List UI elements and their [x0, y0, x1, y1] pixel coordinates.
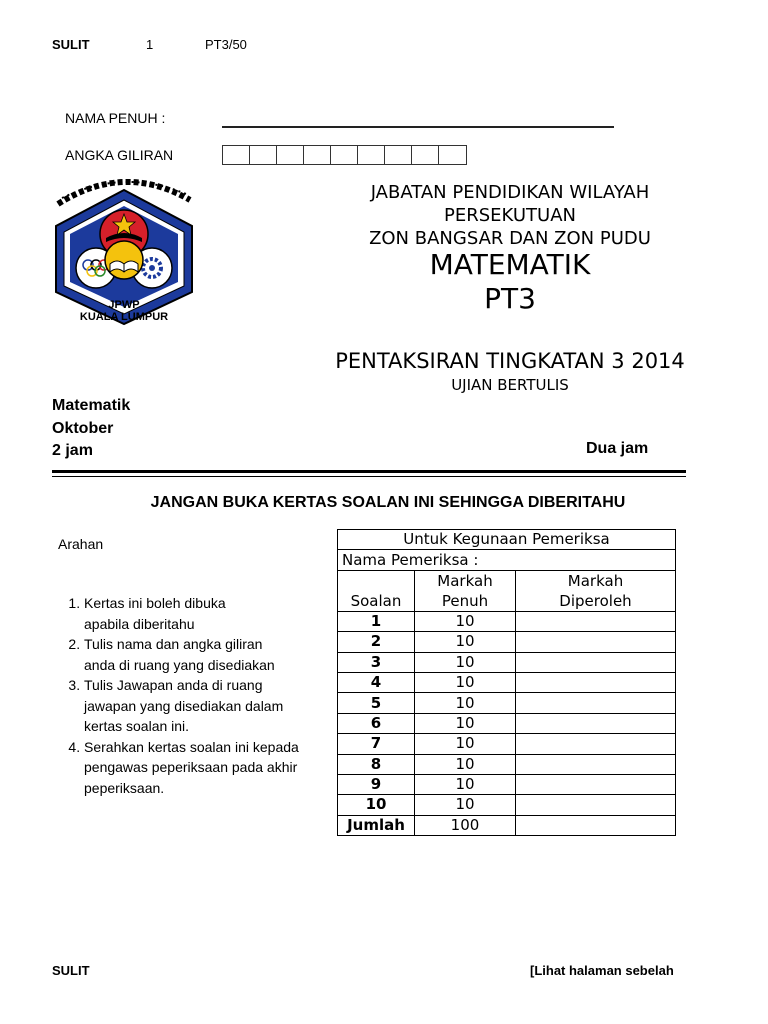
- instruction-item: 3. Tulis Jawapan anda di ruang jawapan yang disediakan dalam kertas soalan ini.: [84, 675, 328, 737]
- digit-box[interactable]: [439, 146, 466, 164]
- nama-penuh-label: NAMA PENUH :: [65, 110, 166, 126]
- table-row: 9 10: [338, 774, 676, 794]
- warning-text: JANGAN BUKA KERTAS SOALAN INI SEHINGGA DIBERITAHU: [150, 494, 626, 511]
- instruction-item: 1. Kertas ini boleh dibuka apabila diberitahu: [84, 593, 328, 634]
- footer-next-page: [Lihat halaman sebelah: [530, 963, 674, 978]
- examiner-name-field[interactable]: Nama Pemeriksa :: [338, 550, 676, 570]
- table-row: 2 10: [338, 632, 676, 652]
- total-score-cell[interactable]: [516, 815, 676, 835]
- header-page-number: 1: [146, 37, 154, 52]
- exam-name: PENTAKSIRAN TINGKATAN 3 2014: [335, 349, 685, 373]
- digit-box[interactable]: [385, 146, 412, 164]
- subject-name: MATEMATIK: [429, 248, 591, 281]
- table-row: 5 10: [338, 693, 676, 713]
- score-cell[interactable]: [516, 734, 676, 754]
- score-cell[interactable]: [516, 713, 676, 733]
- logo-text-jpwp: JPWP: [108, 299, 140, 311]
- score-cell[interactable]: [516, 693, 676, 713]
- department-line-1: JABATAN PENDIDIKAN WILAYAH: [370, 182, 650, 203]
- digit-box[interactable]: [331, 146, 358, 164]
- score-cell[interactable]: [516, 611, 676, 631]
- table-row: 7 10: [338, 734, 676, 754]
- score-cell[interactable]: [516, 652, 676, 672]
- angka-giliran-boxes[interactable]: [222, 145, 467, 165]
- digit-box[interactable]: [223, 146, 250, 164]
- angka-giliran-label: ANGKA GILIRAN: [65, 147, 174, 163]
- score-cell[interactable]: [516, 632, 676, 652]
- score-cell[interactable]: [516, 774, 676, 794]
- table-row: 4 10: [338, 672, 676, 692]
- divider-thick: [52, 470, 686, 473]
- department-line-3: ZON BANGSAR DAN ZON PUDU: [369, 228, 651, 249]
- exam-meta: [52, 395, 130, 463]
- header-code: PT3/50: [205, 37, 247, 52]
- instruction-item: 2. Tulis nama dan angka giliran anda di ruang yang disediakan: [84, 634, 328, 675]
- col-header-markah-diperoleh: Markah Diperoleh: [516, 570, 676, 611]
- nama-penuh-line[interactable]: [222, 126, 614, 128]
- footer-sulit: SULIT: [52, 963, 90, 978]
- instruction-item: 4. Serahkan kertas soalan ini kepada pengawas peperiksaan pada akhir peperiksaan.: [84, 737, 328, 799]
- instructions-heading: Arahan: [58, 536, 104, 552]
- jpwp-logo: [48, 164, 200, 326]
- exam-type: UJIAN BERTULIS: [451, 376, 569, 394]
- department-line-2: PERSEKUTUAN: [444, 205, 576, 226]
- col-header-soalan: Soalan: [338, 570, 415, 611]
- score-cell[interactable]: [516, 754, 676, 774]
- department-title: [300, 181, 720, 250]
- instructions-list: [58, 593, 328, 798]
- marks-table: [337, 529, 676, 836]
- digit-box[interactable]: [250, 146, 277, 164]
- table-row: 1 10: [338, 611, 676, 631]
- meta-duration: 2 jam: [52, 442, 93, 459]
- table-row: 8 10: [338, 754, 676, 774]
- marks-table-title: Untuk Kegunaan Pemeriksa: [338, 530, 676, 550]
- meta-month: Oktober: [52, 419, 114, 437]
- digit-box[interactable]: [277, 146, 304, 164]
- digit-box[interactable]: [304, 146, 331, 164]
- subject-title: [300, 248, 720, 316]
- digit-box[interactable]: [412, 146, 439, 164]
- divider-thin: [52, 476, 686, 477]
- score-cell[interactable]: [516, 672, 676, 692]
- table-row: 6 10: [338, 713, 676, 733]
- table-row-total: Jumlah 100: [338, 815, 676, 835]
- subject-level: PT3: [484, 282, 536, 315]
- col-header-markah-penuh: Markah Penuh: [415, 570, 516, 611]
- meta-duration-words: Dua jam: [586, 440, 649, 457]
- header-sulit: SULIT: [52, 37, 90, 52]
- table-row: 3 10: [338, 652, 676, 672]
- table-row: 10 10: [338, 795, 676, 815]
- logo-text-kuala-lumpur: KUALA LUMPUR: [79, 311, 169, 323]
- digit-box[interactable]: [358, 146, 385, 164]
- meta-subject: Matematik: [52, 397, 131, 414]
- score-cell[interactable]: [516, 795, 676, 815]
